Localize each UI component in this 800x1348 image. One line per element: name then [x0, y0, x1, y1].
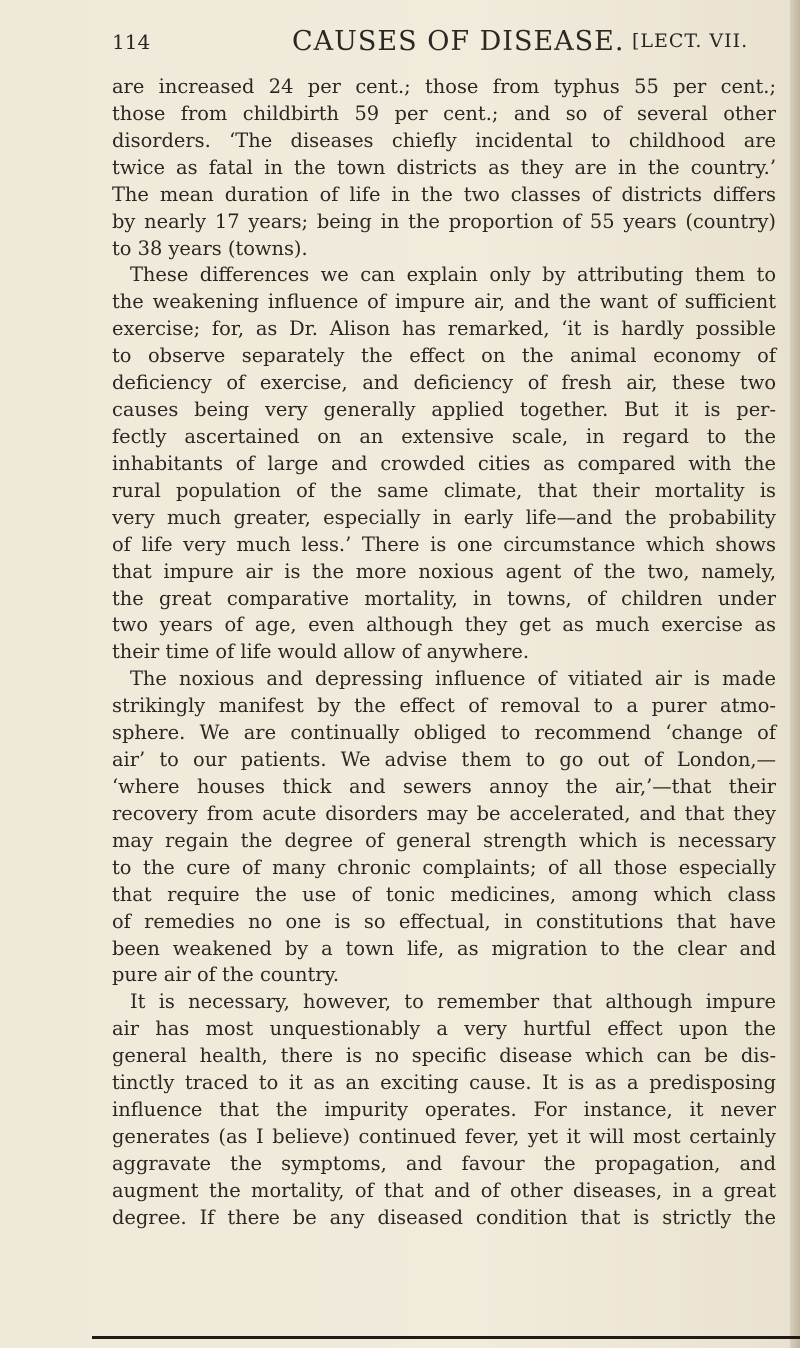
text-line: that impure air is the more noxious agent of the two, namely,: [112, 559, 776, 583]
text-line: sphere. We are continually obliged to recommend ‘change of: [112, 721, 776, 745]
text-line: that require the use of tonic medicines, among which class: [112, 882, 776, 906]
text-line: recovery from acute disorders may be accelerated, and that they: [112, 801, 776, 825]
page-edge-shadow: [790, 0, 800, 1348]
text-line: disorders. ‘The diseases chiefly incidental to childhood are: [112, 128, 776, 152]
text-line: to 38 years (towns).: [112, 236, 308, 260]
text-line: the weakening influence of impure air, and the want of sufficient: [112, 290, 776, 314]
text-line: their time of life would allow of anywhere.: [112, 640, 530, 664]
text-line: influence that the impurity operates. For instance, it never: [112, 1098, 776, 1122]
text-line: been weakened by a town life, as migration to the clear and: [112, 936, 776, 960]
text-line: ‘where houses thick and sewers annoy the air,’—that their: [112, 774, 776, 798]
text-line: may regain the degree of general strength which is necessary: [112, 828, 776, 852]
text-line: The noxious and depressing influence of vitiated air is made: [130, 667, 776, 691]
text-line: degree. If there be any diseased condition that is strictly the: [112, 1205, 776, 1229]
text-line: by nearly 17 years; being in the proportion of 55 years (country): [112, 209, 776, 233]
text-line: air has most unquestionably a very hurtful effect upon the: [112, 1017, 776, 1041]
text-line: These differences we can explain only by attributing them to: [130, 263, 776, 287]
text-line: to observe separately the effect on the animal economy of: [112, 344, 776, 368]
text-line: deficiency of exercise, and deficiency of fresh air, these two: [112, 371, 776, 395]
text-line: generates (as I believe) continued fever, yet it will most certainly: [112, 1124, 776, 1148]
text-line: the great comparative mortality, in towns, of children under: [112, 586, 776, 610]
text-line: two years of age, even although they get as much exercise as: [112, 613, 776, 637]
text-line: augment the mortality, of that and of other diseases, in a great: [112, 1178, 776, 1202]
running-header: [112, 26, 772, 60]
text-line: very much greater, especially in early life—and the probability: [112, 505, 776, 529]
body-text: [112, 74, 776, 1232]
running-title: CAUSES OF DISEASE.: [292, 26, 625, 57]
text-line: general health, there is no specific disease which can be dis-: [112, 1044, 776, 1068]
text-line: are increased 24 per cent.; those from typhus 55 per cent.;: [112, 75, 776, 98]
text-line: fectly ascertained on an extensive scale, in regard to the: [112, 424, 776, 448]
text-line: aggravate the symptoms, and favour the propagation, and: [112, 1151, 776, 1175]
text-line: exercise; for, as Dr. Alison has remarked, ‘it is hardly possible: [112, 317, 776, 341]
text-line: strikingly manifest by the effect of removal to a purer atmo-: [112, 694, 776, 718]
text-line: those from childbirth 59 per cent.; and so of several other: [112, 101, 776, 125]
text-line: pure air of the country.: [112, 963, 340, 987]
page-number: 114: [112, 30, 151, 54]
text-line: causes being very generally applied together. But it is per-: [112, 398, 776, 422]
text-line: air’ to our patients. We advise them to go out of London,—: [112, 748, 776, 772]
bottom-rule: [92, 1336, 800, 1339]
text-line: of remedies no one is so effectual, in constitutions that have: [112, 909, 776, 933]
text-line: rural population of the same climate, that their mortality is: [112, 478, 776, 502]
text-line: inhabitants of large and crowded cities as compared with the: [112, 451, 776, 475]
text-line: tinctly traced to it as an exciting cause. It is as a predisposing: [112, 1071, 776, 1095]
text-line: of life very much less.’ There is one circumstance which shows: [112, 532, 776, 556]
text-line: The mean duration of life in the two classes of districts differs: [112, 182, 776, 206]
text-line: It is necessary, however, to remember that although impure: [130, 990, 776, 1014]
lecture-label: [LECT. VII.: [632, 30, 749, 52]
text-line: twice as fatal in the town districts as they are in the country.’: [112, 155, 776, 179]
text-line: to the cure of many chronic complaints; of all those especially: [112, 855, 776, 879]
